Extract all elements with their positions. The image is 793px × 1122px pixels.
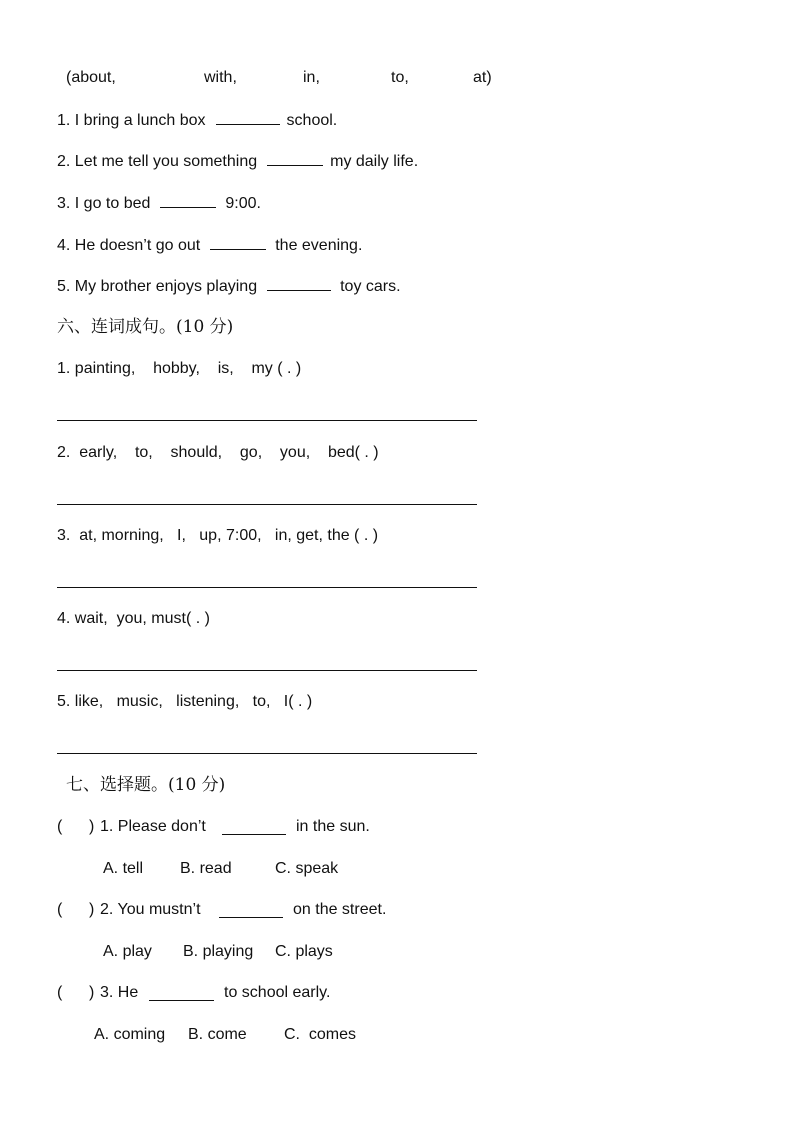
answer-line[interactable]	[57, 587, 477, 588]
fill-question-4	[57, 235, 362, 256]
question-text: 3. I go to bed	[57, 195, 151, 212]
fill-question-5	[57, 276, 401, 297]
option-c[interactable]: C. speak	[275, 860, 339, 877]
option-b[interactable]: B. read	[180, 860, 232, 877]
answer-blank[interactable]	[219, 903, 283, 918]
question-text: to school early.	[224, 984, 331, 1001]
reorder-question-1: 1. painting, hobby, is, my ( . )	[57, 360, 302, 377]
question-text: 3. He	[100, 984, 139, 1001]
answer-blank[interactable]	[267, 276, 331, 291]
question-text: in the sun.	[296, 818, 370, 835]
option-b[interactable]: B. playing	[183, 943, 254, 960]
section-6-title: 六、连词成句。(10 分)	[57, 317, 234, 337]
answer-line[interactable]	[57, 420, 477, 421]
answer-blank[interactable]	[222, 820, 286, 835]
word-bank	[0, 68, 793, 88]
word-bank-item: at)	[473, 69, 492, 86]
choice-question-3	[57, 983, 331, 1003]
reorder-question-4: 4. wait, you, must( . )	[57, 610, 210, 627]
answer-blank[interactable]	[149, 986, 214, 1001]
question-text: 1. Please don’t	[100, 818, 206, 835]
question-text: on the street.	[293, 901, 387, 918]
answer-paren-open[interactable]: (	[57, 984, 63, 1001]
option-c[interactable]: C. comes	[284, 1026, 357, 1043]
reorder-question-2: 2. early, to, should, go, you, bed( . )	[57, 444, 379, 461]
question-text: 5. My brother enjoys playing	[57, 278, 258, 295]
fill-question-3	[57, 193, 261, 214]
option-c[interactable]: C. plays	[275, 943, 333, 960]
fill-question-1	[57, 110, 337, 131]
section-7-title: 七、选择题。(10 分)	[66, 775, 226, 795]
option-a[interactable]: A. tell	[103, 860, 144, 877]
word-bank-item: in,	[303, 69, 320, 86]
answer-blank[interactable]	[210, 235, 266, 250]
answer-paren-open[interactable]: (	[57, 901, 63, 918]
word-bank-item: with,	[204, 69, 237, 86]
option-a[interactable]: A. play	[103, 943, 152, 960]
answer-blank[interactable]	[216, 110, 280, 125]
reorder-question-3: 3. at, morning, I, up, 7:00, in, get, the ( . )	[57, 527, 379, 544]
choice-question-2	[57, 900, 387, 920]
answer-paren-close[interactable]: )	[89, 901, 95, 918]
question-text: 4. He doesn’t go out	[57, 237, 201, 254]
answer-blank[interactable]	[267, 151, 323, 166]
question-text: 1. I bring a lunch box	[57, 112, 206, 129]
word-bank-open: (about,	[66, 69, 116, 86]
question-text: my daily life.	[330, 153, 419, 170]
option-b[interactable]: B. come	[188, 1026, 247, 1043]
question-text: school.	[286, 112, 338, 129]
reorder-question-5: 5. like, music, listening, to, I( . )	[57, 693, 313, 710]
question-text: the evening.	[275, 237, 363, 254]
question-text: 2. You mustn’t	[100, 901, 201, 918]
word-bank-item: to,	[391, 69, 409, 86]
question-text: toy cars.	[340, 278, 401, 295]
question-text: 2. Let me tell you something	[57, 153, 258, 170]
answer-paren-close[interactable]: )	[89, 984, 95, 1001]
answer-line[interactable]	[57, 504, 477, 505]
answer-blank[interactable]	[160, 193, 216, 208]
question-text: 9:00.	[225, 195, 261, 212]
answer-line[interactable]	[57, 753, 477, 754]
answer-line[interactable]	[57, 670, 477, 671]
option-a[interactable]: A. coming	[94, 1026, 166, 1043]
fill-question-2	[57, 151, 418, 172]
answer-paren-close[interactable]: )	[89, 818, 95, 835]
choice-question-1	[57, 817, 370, 837]
answer-paren-open[interactable]: (	[57, 818, 63, 835]
